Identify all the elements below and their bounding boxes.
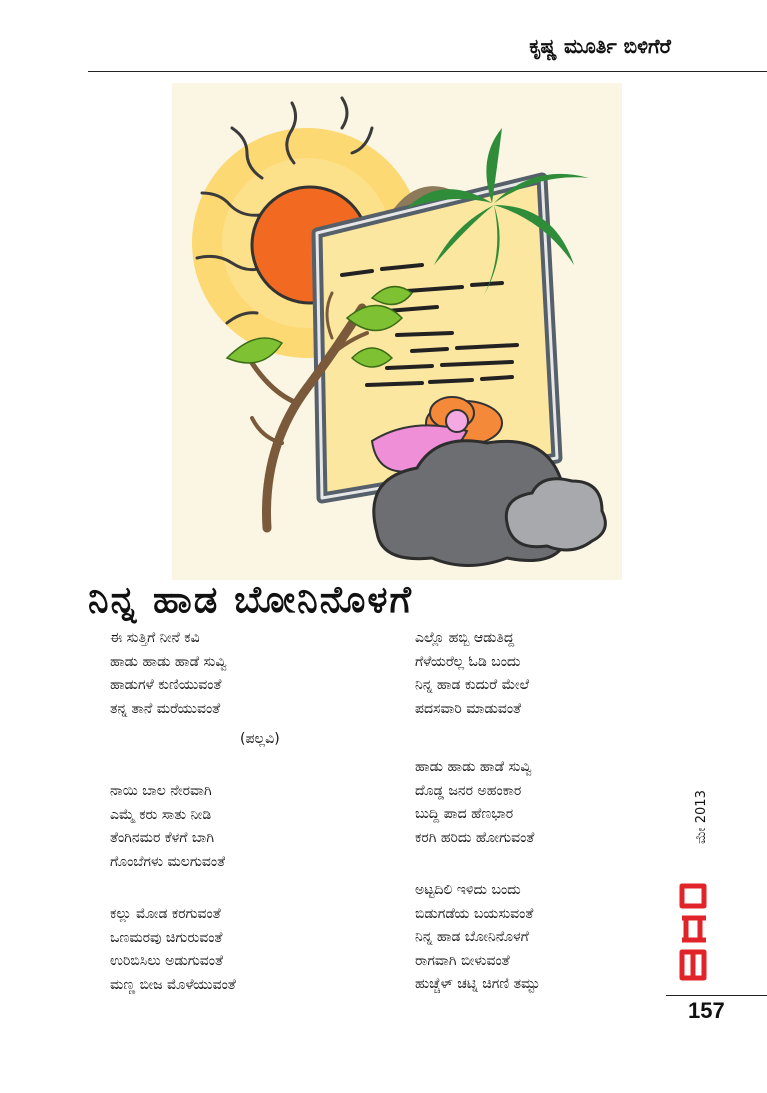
poem-line: ಎಲ್ಲೊ ಹಬ್ಬಿ ಆಡುತಿದ್ದ bbox=[415, 630, 515, 646]
poem-line: ಹಾಡು ಹಾಡು ಹಾಡೆ ಸುವ್ವಿ bbox=[415, 759, 532, 775]
poem-line: ನಾಯಿ ಬಾಲ ನೇರವಾಗಿ bbox=[110, 783, 212, 799]
poem-line: ಈ ಸುತ್ತಿಗೆ ನೀನೆ ಕವಿ bbox=[110, 630, 200, 646]
left-stanza-1 bbox=[110, 627, 227, 721]
left-stanza-2 bbox=[110, 780, 225, 874]
poem-line: ಒಣಮರವು ಚಿಗುರುವಂತೆ bbox=[110, 929, 223, 946]
refrain-marker: (ಪಲ್ಲವಿ) bbox=[240, 731, 280, 747]
right-stanza-2 bbox=[415, 756, 534, 850]
right-stanza-3 bbox=[415, 879, 540, 997]
poem-line: ಬಿಡುಗಡೆಯ ಬಯಸುವಂತೆ bbox=[415, 905, 534, 922]
page-number: 157 bbox=[688, 998, 725, 1023]
poem-line: ಉರಿಬಿಸಿಲು ಅಡುಗುವಂತೆ bbox=[110, 953, 223, 969]
poem-line: ಪದಸವಾರಿ ಮಾಡುವಂತೆ bbox=[415, 700, 522, 717]
poem-line: ಹಾಡು ಹಾಡು ಹಾಡೆ ಸುವ್ವಿ bbox=[110, 653, 227, 670]
footer-rule bbox=[666, 995, 767, 996]
issue-date-text: ಮೇ 2013 bbox=[694, 790, 709, 844]
poem-line: ನಿನ್ನ ಹಾಡ ಬೋನಿನೊಳಗೆ bbox=[415, 929, 529, 945]
author-name: ಕೃಷ್ಣ ಮೂರ್ತಿ ಬಿಳಿಗೆರೆ bbox=[529, 34, 671, 58]
poem-line: ಬುದ್ದಿ ಪಾದ ಹೆಣಭಾರ bbox=[415, 806, 514, 822]
poem-line: ರಾಗವಾಗಿ ಬೀಳುವಂತೆ bbox=[415, 952, 510, 969]
issue-date bbox=[674, 790, 714, 884]
right-stanza-1 bbox=[415, 627, 529, 721]
magazine-logo bbox=[676, 878, 712, 988]
left-stanza-3 bbox=[110, 903, 236, 997]
poem-line: ಕಲ್ಲು ಮೋಡ ಕರಗುವಂತೆ bbox=[110, 906, 221, 922]
poem-line: ಹುಚ್ಚೆಳ್ ಚಟ್ನಿ ಚಿಗಣಿ ತಮ್ಟು bbox=[415, 976, 540, 992]
poem-line: ತನ್ನ ತಾನೆ ಮರೆಯುವಂತೆ bbox=[110, 700, 221, 717]
header-rule bbox=[88, 71, 767, 72]
poem-line: ಎಮ್ಮೆ ಕರು ಸಾತು ನೀಡಿ bbox=[110, 806, 212, 823]
poem-line: ಗೊಂಬೆಗಳು ಮಲಗುವಂತೆ bbox=[110, 853, 226, 870]
poem-line: ಕರಗಿ ಹರಿದು ಹೋಗುವಂತೆ bbox=[415, 829, 535, 846]
poem-line: ಗೆಳೆಯರೆಲ್ಲ ಓಡಿ ಬಂದು bbox=[415, 653, 521, 670]
poem-line: ತೆಂಗಿನಮರ ಕೆಳಗೆ ಬಾಗಿ bbox=[110, 830, 215, 846]
poem-line: ಹಾಡುಗಳೆ ಕುಣಿಯುವಂತೆ bbox=[110, 677, 222, 693]
poem-line: ಅಟ್ಟದಿಲಿ ಇಳಿದು ಬಂದು bbox=[415, 882, 521, 898]
poem-line: ಮಣ್ಣ ಬೀಜ ಮೊಳೆಯುವಂತೆ bbox=[110, 976, 236, 993]
poem-line: ದೊಡ್ಡ ಜನರ ಅಹಂಕಾರ bbox=[415, 782, 522, 799]
poem-line: ನಿನ್ನ ಹಾಡ ಕುದುರೆ ಮೇಲೆ bbox=[415, 677, 530, 693]
poem-title: ನಿನ್ನ ಹಾಡ ಬೋನಿನೊಳಗೆ bbox=[88, 578, 414, 621]
poem-illustration bbox=[172, 83, 622, 580]
